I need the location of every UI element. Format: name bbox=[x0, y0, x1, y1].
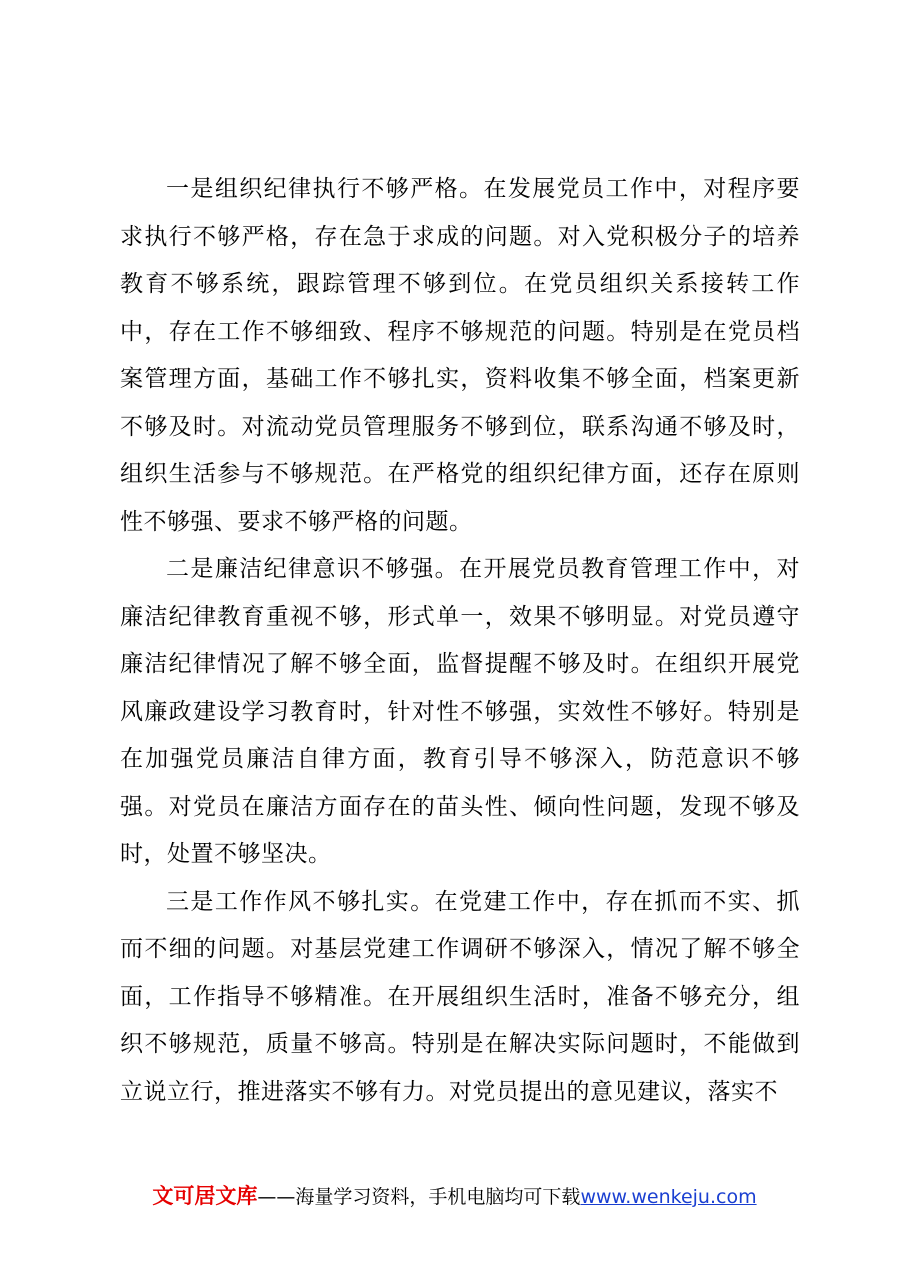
paragraph-organizational-discipline: 一是组织纪律执行不够严格。在发展党员工作中，对程序要求执行不够严格，存在急于求成的问题。对入党积极分子的培养教育不够系统，跟踪管理不够到位。在党员组织关系接转工作中，存在工作不够细致、程序不够规范的问题。特别是在党员档案管理方面，基础工作不够扎实，资料收集不够全面，档案更新不够及时。对流动党员管理服务不够到位，联系沟通不够及时，组织生活参与不够规范。在严格党的组织纪律方面，还存在原则性不够强、要求不够严格的问题。 bbox=[120, 176, 800, 535]
footer-website-link[interactable]: www.wenkeju.com bbox=[580, 1186, 757, 1208]
footer-slogan: ——海量学习资料，手机电脑均可下载 bbox=[257, 1186, 581, 1208]
paragraph-work-style: 三是工作作风不够扎实。在党建工作中，存在抓而不实、抓而不细的问题。对基层党建工作调研不够深入，情况了解不够全面，工作指导不够精准。在开展组织生活时，准备不够充分，组织不够规范，质量不够高。特别是在解决实际问题时，不能做到立说立行，推进落实不够有力。对党员提出的意见建议，落实不 bbox=[120, 888, 800, 1105]
page-footer bbox=[0, 1180, 909, 1210]
document-body bbox=[120, 166, 800, 1116]
footer-brand: 文可居文库 bbox=[152, 1184, 258, 1208]
paragraph-integrity-discipline: 二是廉洁纪律意识不够强。在开展党员教育管理工作中，对廉洁纪律教育重视不够，形式单一，效果不够明显。对党员遵守廉洁纪律情况了解不够全面，监督提醒不够及时。在组织开展党风廉政建设学习教育时，针对性不够强，实效性不够好。特别是在加强党员廉洁自律方面，教育引导不够深入，防范意识不够强。对党员在廉洁方面存在的苗头性、倾向性问题，发现不够及时，处置不够坚决。 bbox=[120, 556, 800, 867]
